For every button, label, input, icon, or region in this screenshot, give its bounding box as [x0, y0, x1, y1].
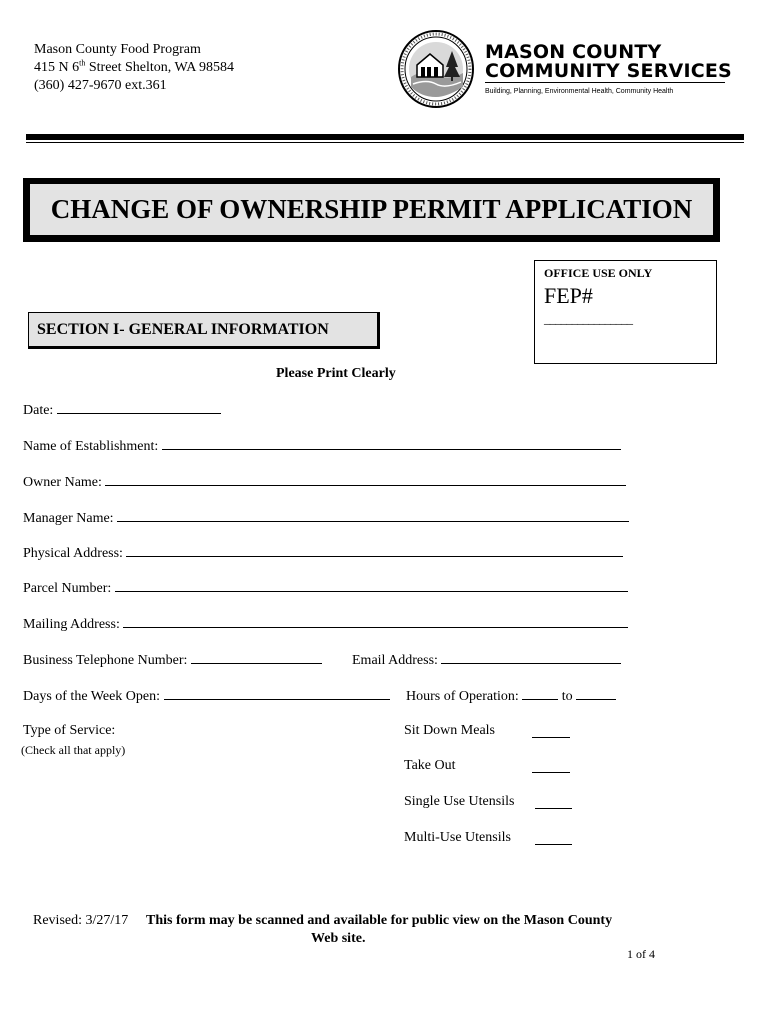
org-name: Mason County Food Program — [34, 42, 201, 57]
take-out-label: Take Out — [404, 758, 456, 773]
org-phone: (360) 427-9670 ext.361 — [34, 78, 167, 93]
business-phone-label: Business Telephone Number: — [23, 653, 188, 668]
sit-down-label: Sit Down Meals — [404, 723, 495, 738]
parcel-line[interactable] — [115, 579, 628, 592]
days-open-line[interactable] — [164, 687, 390, 700]
business-phone-field[interactable] — [23, 651, 322, 669]
date-line[interactable] — [57, 401, 221, 414]
section-heading: SECTION I- GENERAL INFORMATION — [37, 320, 329, 338]
days-open-field[interactable] — [23, 687, 390, 705]
email-field[interactable] — [352, 651, 621, 669]
title-box — [30, 184, 713, 235]
mailing-address-field[interactable] — [23, 615, 628, 633]
address-number: 415 N 6 — [34, 60, 80, 75]
org-address — [34, 59, 234, 77]
section-box — [29, 313, 377, 346]
fep-label: FEP# — [544, 283, 593, 308]
revised-date: Revised: 3/27/17 — [33, 913, 129, 928]
days-open-label: Days of the Week Open: — [23, 689, 161, 704]
manager-field[interactable] — [23, 509, 629, 527]
parcel-label: Parcel Number: — [23, 581, 112, 596]
establishment-line[interactable] — [162, 437, 621, 450]
hours-to-label: to — [561, 689, 573, 704]
owner-field[interactable] — [23, 473, 626, 491]
mailing-address-label: Mailing Address: — [23, 617, 120, 632]
establishment-label: Name of Establishment: — [23, 439, 159, 454]
owner-label: Owner Name: — [23, 475, 102, 490]
date-label: Date: — [23, 403, 54, 418]
header-rule-thick — [26, 134, 744, 140]
owner-line[interactable] — [105, 473, 626, 486]
multi-use-label: Multi-Use Utensils — [404, 830, 511, 845]
hours-label: Hours of Operation: — [406, 689, 519, 704]
service-type-label: Type of Service: — [23, 723, 116, 738]
print-instruction: Please Print Clearly — [276, 366, 396, 381]
address-rest: Street Shelton, WA 98584 — [85, 60, 235, 75]
sit-down-check[interactable] — [532, 725, 570, 738]
header-rule-thin — [26, 142, 744, 143]
page-number: 1 of 4 — [627, 947, 655, 961]
county-seal-icon — [397, 29, 475, 109]
brand-line-2: COMMUNITY SERVICES — [485, 60, 732, 82]
manager-label: Manager Name: — [23, 511, 114, 526]
brand-tagline: Building, Planning, Environmental Health, Community Health — [485, 88, 674, 95]
date-field[interactable] — [23, 401, 221, 419]
business-phone-line[interactable] — [191, 651, 322, 664]
single-use-check[interactable] — [535, 796, 572, 809]
email-label: Email Address: — [352, 653, 438, 668]
office-use-label: OFFICE USE ONLY — [544, 266, 653, 280]
public-notice-line-2: Web site. — [311, 931, 366, 946]
manager-line[interactable] — [117, 509, 629, 522]
single-use-label: Single Use Utensils — [404, 794, 515, 809]
hours-field[interactable] — [406, 687, 616, 705]
brand-line-1: MASON COUNTY — [485, 41, 662, 63]
service-type-note: (Check all that apply) — [21, 743, 126, 757]
hours-from-line[interactable] — [522, 687, 558, 700]
establishment-field[interactable] — [23, 437, 621, 455]
address-suffix: th — [79, 58, 86, 68]
office-use-box — [534, 260, 717, 364]
physical-address-label: Physical Address: — [23, 546, 123, 561]
multi-use-check[interactable] — [535, 832, 572, 845]
form-title: CHANGE OF OWNERSHIP PERMIT APPLICATION — [50, 194, 693, 224]
take-out-check[interactable] — [532, 760, 570, 773]
mailing-address-line[interactable] — [123, 615, 628, 628]
parcel-field[interactable] — [23, 579, 628, 597]
public-notice-line-1: This form may be scanned and available for public view on the Mason County — [146, 913, 613, 928]
physical-address-field[interactable] — [23, 544, 623, 562]
physical-address-line[interactable] — [126, 544, 623, 557]
email-line[interactable] — [441, 651, 621, 664]
brand-underline — [485, 82, 725, 83]
fep-blank: ________________ — [544, 311, 632, 326]
hours-to-line[interactable] — [576, 687, 616, 700]
